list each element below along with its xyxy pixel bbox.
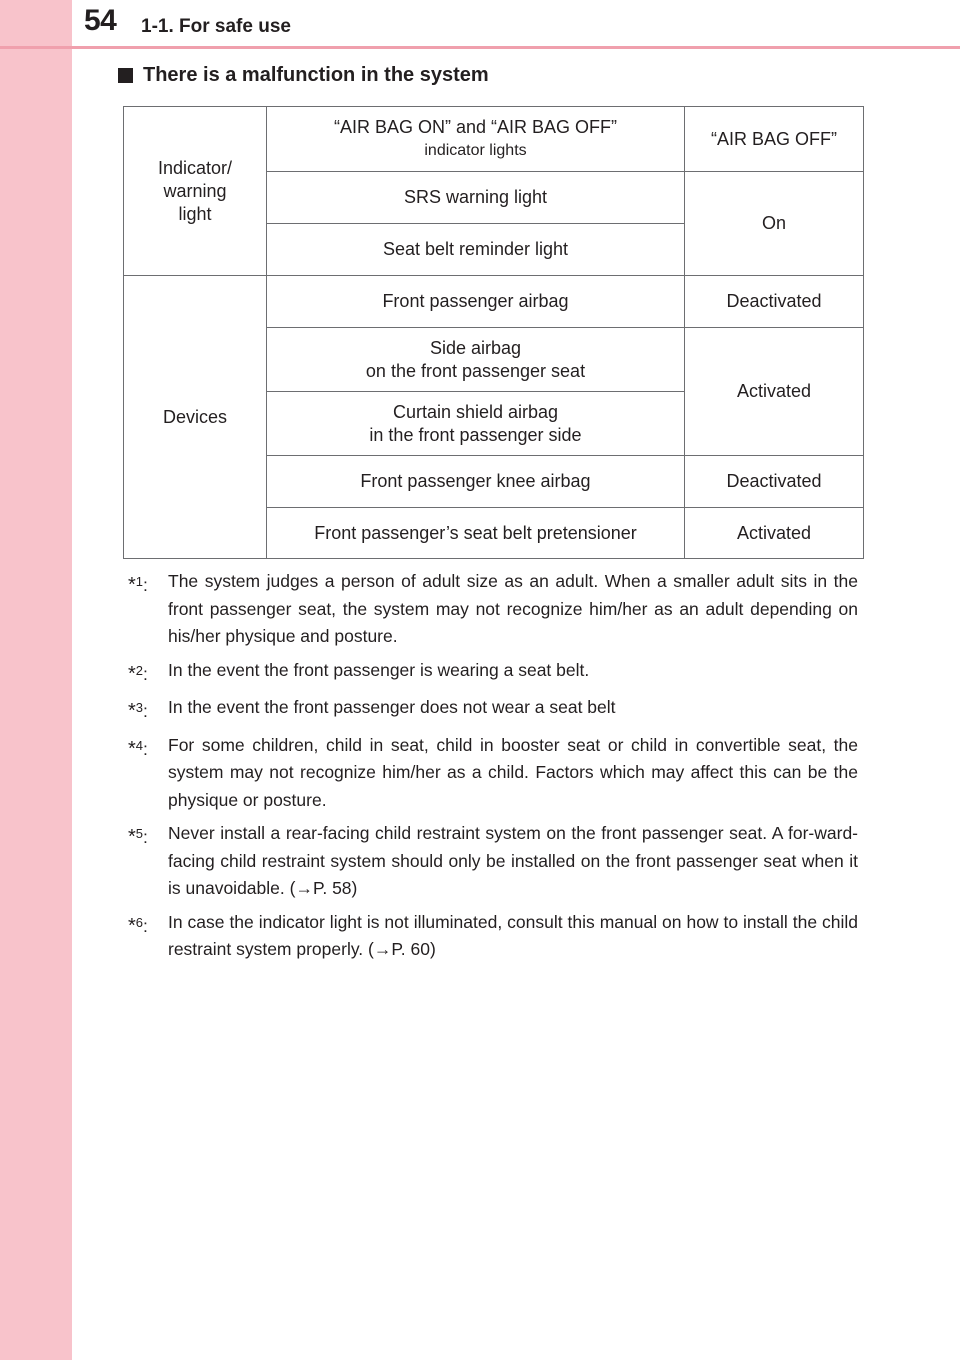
seat-belt-reminder-label: Seat belt reminder light	[382, 239, 569, 259]
srs-light-label: SRS warning light	[403, 187, 548, 207]
pretensioner-value-cell	[685, 508, 864, 559]
header-divider	[0, 46, 960, 49]
footnote-3	[128, 694, 858, 726]
airbag-on-off-line2: indicator lights	[424, 142, 527, 159]
seat-belt-reminder-cell	[267, 224, 685, 276]
knee-airbag-label: Front passenger knee airbag	[360, 471, 591, 491]
activated-value-cell	[685, 328, 864, 456]
side-airbag-line2: on the front passenger seat	[365, 360, 586, 381]
indicator-label-cell	[124, 107, 267, 276]
footnotes	[128, 568, 858, 970]
knee-airbag-cell	[267, 456, 685, 508]
footnote-marker: *$^6$:	[128, 914, 148, 937]
footnote-text: The system judges a person of adult size as an adult. When a smaller adult sits in the front passenger seat, the system may not recognize him/her as an adult depending on his/her physique and posture.	[168, 571, 858, 646]
footnote-4	[128, 732, 858, 815]
footnote-text: In case the indicator light is not illuminated, consult this manual on how to install the child restraint system properly. (→P. 60)	[168, 911, 858, 959]
footnote-1	[128, 568, 858, 651]
footnote-text: Never install a rear-facing child restraint system on the front passenger seat. A for-ward-facing child restraint system should only be installed on the front passenger seat when it is unavoidable. (→P. 58)	[168, 823, 858, 898]
heading-text: There is a malfunction in the system	[143, 64, 489, 86]
footnote-text: In the event the front passenger does not wear a seat belt	[168, 697, 616, 717]
curtain-airbag-line1: Curtain shield airbag	[392, 401, 559, 422]
square-bullet-icon	[118, 68, 133, 83]
knee-airbag-value-cell	[685, 456, 864, 508]
footnote-6	[128, 909, 858, 964]
section-title: 1-1. For safe use	[141, 16, 291, 37]
pretensioner-value: Activated	[736, 522, 812, 543]
footnote-text: In the event the front passenger is wearing a seat belt.	[168, 659, 590, 680]
curtain-airbag-cell	[267, 392, 685, 456]
knee-airbag-value: Deactivated	[726, 471, 822, 491]
footnote-text: For some children, child in seat, child in booster seat or child in convertible seat, the system may not recognize him/her as a child. Factors which may affect this can be the physique or posture.	[168, 734, 858, 810]
on-value-cell	[685, 172, 864, 276]
page-header	[0, 0, 960, 50]
table-row	[124, 107, 864, 172]
footnote-marker: *$^5$:	[128, 826, 148, 848]
airbag-status-table	[123, 106, 864, 559]
front-passenger-airbag-label: Front passenger airbag	[382, 291, 569, 311]
on-value: On	[761, 213, 786, 233]
pretensioner-cell	[267, 508, 685, 559]
srs-light-cell	[267, 172, 685, 224]
devices-label: Devices	[162, 406, 228, 427]
indicator-label: Indicator/ warning light	[157, 157, 233, 224]
side-strip	[0, 0, 72, 1360]
pretensioner-label: Front passenger’s seat belt pretensioner	[314, 522, 637, 543]
side-airbag-cell	[267, 328, 685, 392]
curtain-airbag-line2: in the front passenger side	[369, 424, 582, 445]
activated-value: Activated	[736, 381, 812, 401]
front-passenger-airbag-value: Deactivated	[726, 291, 822, 311]
footnote-marker: *$^2$:	[128, 662, 148, 685]
airbag-on-off-line1: “AIR BAG ON” and “AIR BAG OFF”	[333, 117, 618, 137]
devices-label-cell	[124, 276, 267, 559]
airbag-off-value-cell	[685, 107, 864, 172]
footnote-marker: *$^3$:	[128, 700, 148, 722]
front-passenger-airbag-value-cell	[685, 276, 864, 328]
footnote-5	[128, 820, 858, 903]
airbag-on-off-cell	[267, 107, 685, 172]
footnote-2	[128, 657, 858, 689]
page-number: 54	[84, 4, 117, 37]
section-heading	[118, 64, 489, 87]
airbag-off-value: “AIR BAG OFF”	[711, 128, 837, 149]
front-passenger-airbag-cell	[267, 276, 685, 328]
table-row	[124, 276, 864, 328]
footnote-marker: *$^1$:	[128, 574, 148, 596]
footnote-marker: *$^4$:	[128, 737, 148, 760]
side-airbag-line1: Side airbag	[429, 337, 522, 358]
